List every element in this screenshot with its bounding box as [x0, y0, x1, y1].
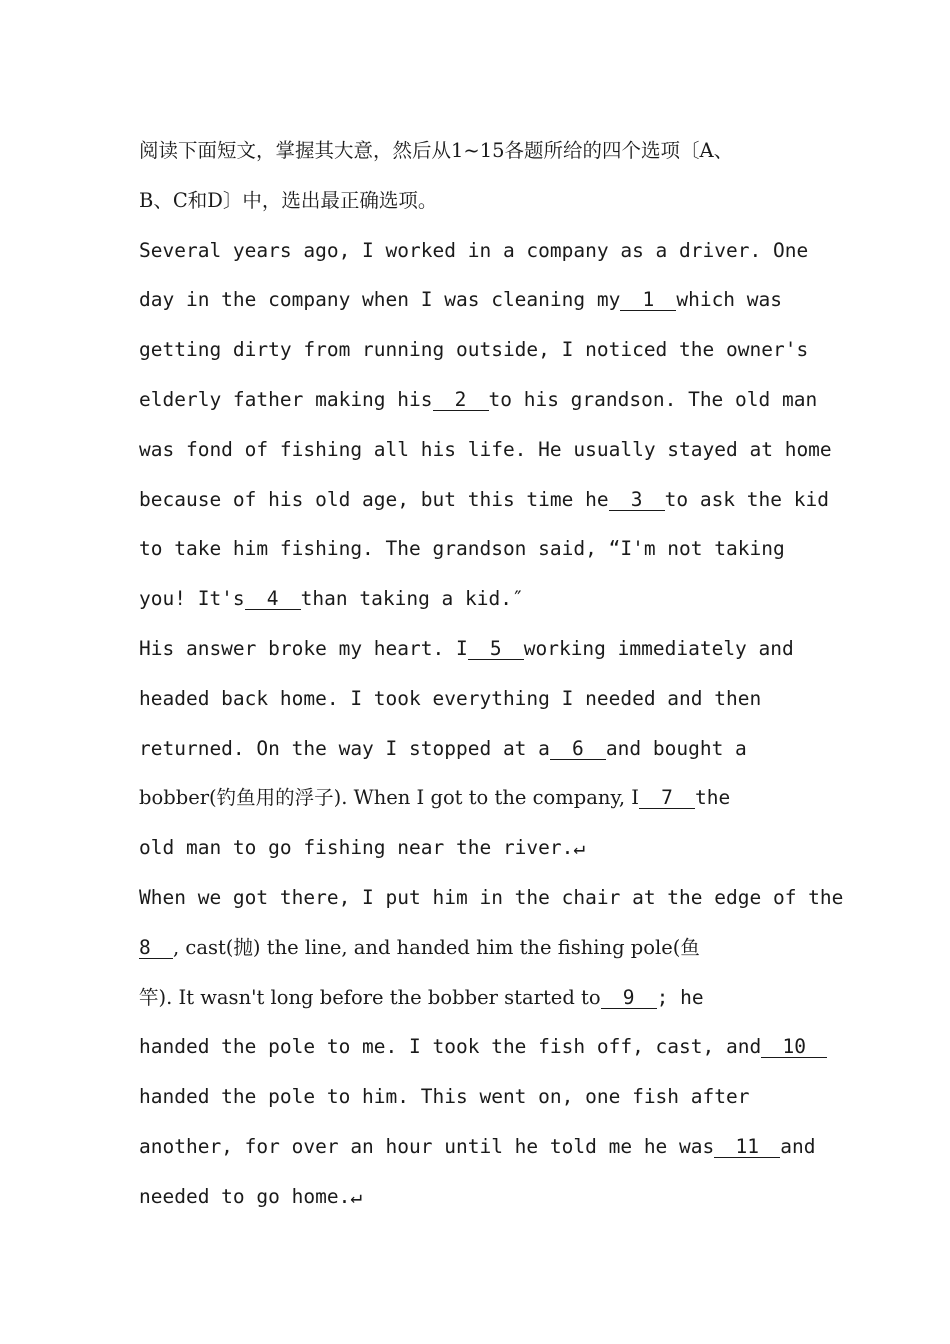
- passage-line: headed back home. I took everything I needed and then: [139, 686, 762, 710]
- paragraph-mark-icon: ↵: [573, 836, 586, 860]
- passage-line: was fond of fishing all his life. He usually stayed at home: [139, 437, 832, 461]
- passage-line: Several years ago, I worked in a company as a driver. One: [139, 238, 809, 262]
- passage-line: getting dirty from running outside, I noticed the owner's: [139, 338, 809, 362]
- passage-line: When we got there, I put him in the chair at the edge of the: [139, 885, 844, 909]
- document-page: [139, 126, 844, 1222]
- blank-8: 8: [139, 938, 173, 959]
- blank-9: 9: [601, 988, 657, 1009]
- passage-line: handed the pole to me. I took the fish off, cast, and 10: [139, 1022, 829, 1072]
- passage-line: old man to go fishing near the river.↵: [139, 836, 586, 860]
- passage-line: bobber(钓鱼用的浮子). When I got to the company, I 7 the: [139, 786, 731, 810]
- blank-11: 11: [714, 1137, 780, 1158]
- passage-line: because of his old age, but this time he 3 to ask the kid: [139, 487, 829, 511]
- blank-1: 1: [620, 290, 676, 311]
- blank-10: 10: [761, 1037, 827, 1058]
- passage-line: needed to go home.↵: [139, 1184, 363, 1208]
- instruction-line-2: B、C和D〕中，选出最正确选项。: [139, 188, 438, 212]
- blank-2: 2: [433, 390, 489, 411]
- blank-6: 6: [550, 739, 606, 760]
- passage-line: day in the company when I was cleaning my 1 which was: [139, 288, 783, 312]
- passage-line: 竿). It wasn't long before the bobber started to 9 ; he: [139, 985, 704, 1009]
- passage-line: His answer broke my heart. I 5 working immediately and: [139, 636, 794, 660]
- passage-line: handed the pole to him. This went on, one fish after: [139, 1085, 750, 1109]
- passage-line: to take him fishing. The grandson said, “I'm not taking: [139, 537, 785, 561]
- passage-line: 8 , cast(抛) the line, and handed him the fishing pole(鱼: [139, 935, 700, 959]
- passage-line: returned. On the way I stopped at a 6 and bought a: [139, 736, 747, 760]
- paragraph-mark-icon: ↵: [350, 1184, 363, 1208]
- blank-4: 4: [245, 589, 301, 610]
- blank-5: 5: [468, 639, 524, 660]
- blank-7: 7: [639, 788, 695, 809]
- blank-3: 3: [609, 490, 665, 511]
- instruction-line-1: 阅读下面短文，掌握其大意，然后从1~15各题所给的四个选项〔A、: [139, 139, 734, 162]
- passage-line: another, for over an hour until he told me he was 11 and: [139, 1134, 816, 1158]
- passage-line: elderly father making his 2 to his grandson. The old man: [139, 387, 818, 411]
- passage-line: you! It's 4 than taking a kid.″: [139, 587, 524, 611]
